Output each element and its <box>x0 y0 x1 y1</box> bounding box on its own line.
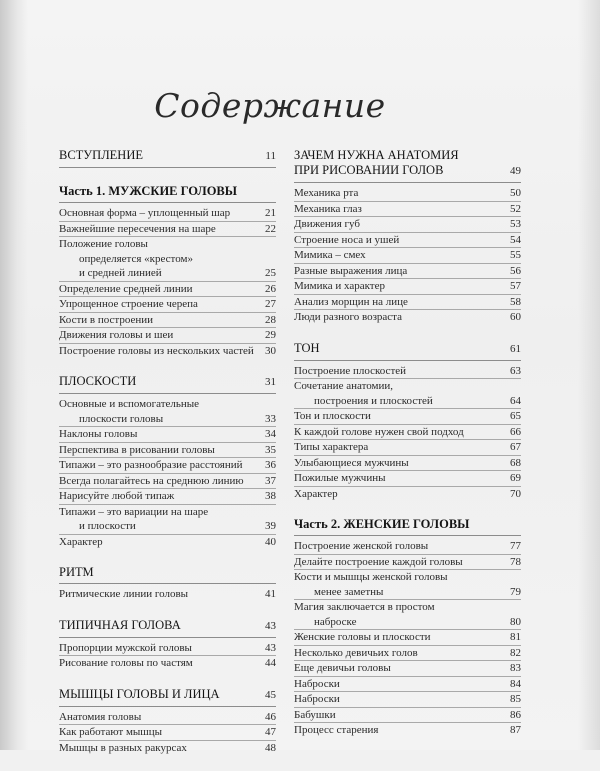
toc-entry-text: Характер <box>59 535 103 548</box>
section-heading <box>59 687 276 703</box>
page-edge-shadow <box>578 0 600 750</box>
toc-entry-text: Кости и мышцы женской головы <box>294 571 448 583</box>
toc-entry-text: Анатомия головы <box>59 710 142 723</box>
toc-section <box>59 374 276 549</box>
section-heading <box>294 148 521 163</box>
toc-entry <box>294 630 521 645</box>
toc-entry <box>59 587 276 602</box>
toc-entry-text: Перспектива в рисовании головы <box>59 443 215 456</box>
toc-entry <box>59 641 276 656</box>
toc-entry-text: наброске <box>314 615 357 628</box>
toc-entry <box>294 692 521 707</box>
toc-entry-text: Тон и плоскости <box>294 410 371 422</box>
toc-entry <box>294 295 521 310</box>
page-gutter-shadow <box>0 0 28 750</box>
toc-entry-page: 26 <box>265 282 276 295</box>
toc-entry-text: Нарисуйте любой типаж <box>59 490 175 502</box>
toc-entry-text: Процесс старения <box>294 724 379 736</box>
section-heading-page: 61 <box>510 342 521 355</box>
toc-entry <box>294 585 521 600</box>
toc-entry-page: 68 <box>510 456 521 469</box>
toc-right-column <box>294 148 521 754</box>
toc-entry <box>59 458 276 473</box>
toc-entry-page: 83 <box>510 662 521 674</box>
toc-entry <box>59 656 276 671</box>
toc-entry-page: 25 <box>265 267 276 279</box>
toc-entry-text: Магия заключается в простом <box>294 601 435 613</box>
toc-entry-page: 30 <box>265 344 276 357</box>
toc-entry <box>294 202 521 217</box>
toc-entry-page: 53 <box>510 218 521 230</box>
section-heading <box>59 184 276 199</box>
toc-entry <box>294 471 521 486</box>
toc-entry <box>294 646 521 661</box>
section-heading <box>294 517 521 532</box>
toc-entry-page: 33 <box>265 412 276 425</box>
toc-entry-text: Строение носа и ушей <box>294 233 400 246</box>
toc-entry <box>59 427 276 442</box>
toc-entry <box>294 217 521 232</box>
toc-entry-text: Пропорции мужской головы <box>59 641 192 654</box>
section-divider <box>59 202 276 203</box>
toc-entry-page: 40 <box>265 535 276 548</box>
toc-entry-page: 34 <box>265 428 276 440</box>
toc-entry-page: 38 <box>265 490 276 502</box>
toc-entry <box>294 708 521 723</box>
section-divider <box>59 637 276 638</box>
section-divider <box>59 706 276 707</box>
toc-entry-text: Делайте построение каждой головы <box>294 555 463 568</box>
toc-entry-page: 87 <box>510 724 521 736</box>
section-heading <box>59 374 276 390</box>
toc-entry-text: К каждой голове нужен свой подход <box>294 425 464 438</box>
toc-entry-text: Построение женской головы <box>294 540 429 552</box>
toc-entry-text: Типажи – это вариации на шаре <box>59 505 209 518</box>
section-heading-text: ЗАЧЕМ НУЖНА АНАТОМИЯ <box>294 148 459 162</box>
toc-entry <box>59 725 276 740</box>
toc-entry-page: 82 <box>510 646 521 659</box>
toc-entry <box>59 397 276 412</box>
toc-entry-text: Движения губ <box>294 218 360 230</box>
toc-entry <box>294 600 521 615</box>
toc-entry <box>59 535 276 550</box>
toc-entry-text: построения и плоскостей <box>314 394 433 407</box>
toc-entry-text: Мимика – смех <box>294 249 366 261</box>
toc-entry <box>59 505 276 520</box>
toc-entry-page: 44 <box>265 657 276 669</box>
toc-entry <box>59 443 276 458</box>
toc-entry-page: 52 <box>510 202 521 215</box>
toc-entry-page: 50 <box>510 187 521 199</box>
section-divider <box>59 167 276 168</box>
section-heading-text: Часть 2. ЖЕНСКИЕ ГОЛОВЫ <box>294 517 470 531</box>
toc-entry <box>294 555 521 570</box>
toc-section <box>294 341 521 502</box>
toc-entry-page: 86 <box>510 708 521 721</box>
toc-entry-page: 63 <box>510 364 521 377</box>
toc-entry-page: 78 <box>510 555 521 568</box>
toc-entry-text: Мышцы в разных ракурсах <box>59 741 187 754</box>
toc-entry-page: 55 <box>510 249 521 261</box>
toc-entry <box>294 409 521 424</box>
section-heading <box>294 163 521 179</box>
toc-entry-text: Построение головы из нескольких частей <box>59 344 254 357</box>
section-divider <box>59 393 276 394</box>
toc-entry <box>294 539 521 554</box>
toc-entry-page: 48 <box>265 741 276 754</box>
section-heading-text: ТОН <box>294 340 320 355</box>
toc-entry-page: 70 <box>510 487 521 500</box>
toc-entry-page: 58 <box>510 295 521 308</box>
toc-entry-page: 46 <box>265 710 276 723</box>
toc-entry-text: Типажи – это разнообразие расстояний <box>59 459 243 471</box>
toc-entry-page: 69 <box>510 472 521 484</box>
toc-entry <box>294 425 521 440</box>
toc-entry-text: Механика глаз <box>294 202 362 215</box>
section-divider <box>294 360 521 361</box>
section-heading-text: МЫШЦЫ ГОЛОВЫ И ЛИЦА <box>59 686 220 701</box>
section-heading-page: 31 <box>265 376 276 388</box>
toc-entry-page: 29 <box>265 329 276 341</box>
section-heading-page: 49 <box>510 165 521 177</box>
toc-entry-text: Еще девичьи головы <box>294 662 391 674</box>
toc-entry-text: Движения головы и шеи <box>59 329 174 341</box>
toc-entry-text: Упрощенное строение черепа <box>59 298 198 310</box>
toc-entry-text: Положение головы <box>59 238 148 250</box>
toc-entry <box>294 379 521 394</box>
page-title: Содержание <box>154 86 386 125</box>
toc-entry-page: 81 <box>510 631 521 643</box>
toc-entry <box>294 723 521 738</box>
toc-entry-page: 60 <box>510 311 521 323</box>
section-heading-page: 11 <box>265 150 276 162</box>
toc-entry-text: Улыбающиеся мужчины <box>294 456 409 469</box>
section-heading <box>59 618 276 634</box>
toc-entry <box>59 313 276 328</box>
toc-entry-page: 79 <box>510 585 521 598</box>
toc-section <box>294 517 521 738</box>
toc-entry-text: Несколько девичьих голов <box>294 646 418 659</box>
toc-entry-text: Важнейшие пересечения на шаре <box>59 222 216 235</box>
toc-entry <box>59 222 276 237</box>
section-heading <box>59 565 276 580</box>
toc-entry <box>294 661 521 676</box>
toc-entry-page: 80 <box>510 615 521 628</box>
toc-entry <box>294 310 521 325</box>
toc-section <box>59 184 276 358</box>
section-divider <box>294 182 521 183</box>
toc-entry-page: 35 <box>265 443 276 456</box>
toc-entry <box>59 206 276 221</box>
toc-entry-text: Наброски <box>294 693 340 705</box>
toc-entry-text: Анализ морщин на лице <box>294 295 408 308</box>
toc-entry-page: 22 <box>265 222 276 235</box>
toc-entry-page: 65 <box>510 410 521 422</box>
toc-entry-page: 28 <box>265 313 276 326</box>
toc-entry-text: Характер <box>294 487 338 500</box>
toc-entry-page: 47 <box>265 726 276 738</box>
toc-entry-text: Кости в построении <box>59 313 153 326</box>
toc-entry-text: Механика рта <box>294 187 359 199</box>
toc-entry <box>59 519 276 534</box>
section-heading-page: 43 <box>265 619 276 632</box>
toc-entry-page: 56 <box>510 264 521 277</box>
toc-entry-text: Ритмические линии головы <box>59 588 189 600</box>
toc-entry <box>59 266 276 281</box>
toc-entry <box>59 344 276 359</box>
toc-entry <box>294 456 521 471</box>
toc-entry <box>294 487 521 502</box>
toc-entry <box>294 615 521 630</box>
toc-entry <box>294 233 521 248</box>
toc-entry-text: менее заметны <box>314 585 384 598</box>
section-heading-text: ТИПИЧНАЯ ГОЛОВА <box>59 617 181 632</box>
section-heading-text: Часть 1. МУЖСКИЕ ГОЛОВЫ <box>59 184 238 198</box>
toc-entry-text: Всегда полагайтесь на среднюю линию <box>59 474 244 487</box>
toc-entry <box>294 186 521 201</box>
toc-left-column <box>59 148 276 771</box>
toc-entry-page: 85 <box>510 693 521 705</box>
toc-section <box>294 148 521 325</box>
toc-entry-page: 54 <box>510 233 521 246</box>
toc-entry-text: Как работают мышцы <box>59 726 163 738</box>
toc-section <box>59 565 276 602</box>
toc-entry <box>59 252 276 267</box>
toc-entry-text: Женские головы и плоскости <box>294 631 431 643</box>
section-heading-page: 45 <box>265 688 276 701</box>
toc-entry <box>59 741 276 756</box>
toc-entry <box>294 264 521 279</box>
toc-entry <box>59 710 276 725</box>
toc-entry-text: Бабушки <box>294 708 336 721</box>
toc-entry-page: 37 <box>265 474 276 487</box>
toc-entry <box>294 248 521 263</box>
toc-entry <box>59 297 276 312</box>
toc-entry-text: Сочетание анатомии, <box>294 380 393 392</box>
section-divider <box>294 535 521 536</box>
toc-entry-text: Построение плоскостей <box>294 364 407 377</box>
toc-section <box>59 148 276 168</box>
section-heading-text: РИТМ <box>59 565 94 579</box>
section-heading-text: ПЛОСКОСТИ <box>59 374 137 388</box>
toc-entry-text: Пожилые мужчины <box>294 472 386 484</box>
toc-entry <box>294 279 521 294</box>
toc-entry-text: Наклоны головы <box>59 428 138 440</box>
toc-entry-text: Люди разного возраста <box>294 311 403 323</box>
toc-entry-page: 64 <box>510 394 521 407</box>
toc-entry <box>59 489 276 504</box>
toc-section <box>59 687 276 756</box>
toc-entry <box>294 394 521 409</box>
toc-entry-text: Разные выражения лица <box>294 264 408 277</box>
section-heading-text: ПРИ РИСОВАНИИ ГОЛОВ <box>294 163 444 177</box>
toc-entry-page: 57 <box>510 280 521 292</box>
toc-entry <box>59 282 276 297</box>
toc-entry-page: 36 <box>265 459 276 471</box>
toc-entry-page: 21 <box>265 207 276 219</box>
toc-entry-page: 27 <box>265 298 276 310</box>
toc-entry-page: 77 <box>510 540 521 552</box>
toc-section <box>59 618 276 671</box>
toc-entry <box>59 328 276 343</box>
toc-entry <box>294 677 521 692</box>
toc-entry-text: определяется «крестом» <box>79 252 193 265</box>
toc-entry-text: Мимика и характер <box>294 280 385 292</box>
toc-entry <box>59 412 276 427</box>
toc-entry-page: 66 <box>510 425 521 438</box>
toc-entry-text: Наброски <box>294 677 340 690</box>
toc-entry <box>294 364 521 379</box>
toc-entry-text: Рисование головы по частям <box>59 657 193 669</box>
toc-entry-text: плоскости головы <box>79 412 164 425</box>
toc-entry-text: Основная форма – уплощенный шар <box>59 207 231 219</box>
toc-entry <box>294 440 521 455</box>
toc-entry-text: Определение средней линии <box>59 282 193 295</box>
toc-entry-text: и плоскости <box>79 520 136 532</box>
toc-entry-text: Типы характера <box>294 441 369 453</box>
toc-entry-page: 41 <box>265 588 276 600</box>
toc-entry <box>59 474 276 489</box>
toc-entry-page: 43 <box>265 641 276 654</box>
section-heading-text: ВСТУПЛЕНИЕ <box>59 148 143 162</box>
section-divider <box>59 583 276 584</box>
toc-entry-page: 67 <box>510 441 521 453</box>
toc-entry-text: и средней линией <box>79 267 162 279</box>
toc-entry-text: Основные и вспомогательные <box>59 398 200 410</box>
toc-entry <box>294 570 521 585</box>
toc-entry-page: 84 <box>510 677 521 690</box>
toc-entry-page: 39 <box>265 520 276 532</box>
toc-entry <box>59 237 276 252</box>
section-heading <box>59 148 276 164</box>
section-heading <box>294 341 521 357</box>
